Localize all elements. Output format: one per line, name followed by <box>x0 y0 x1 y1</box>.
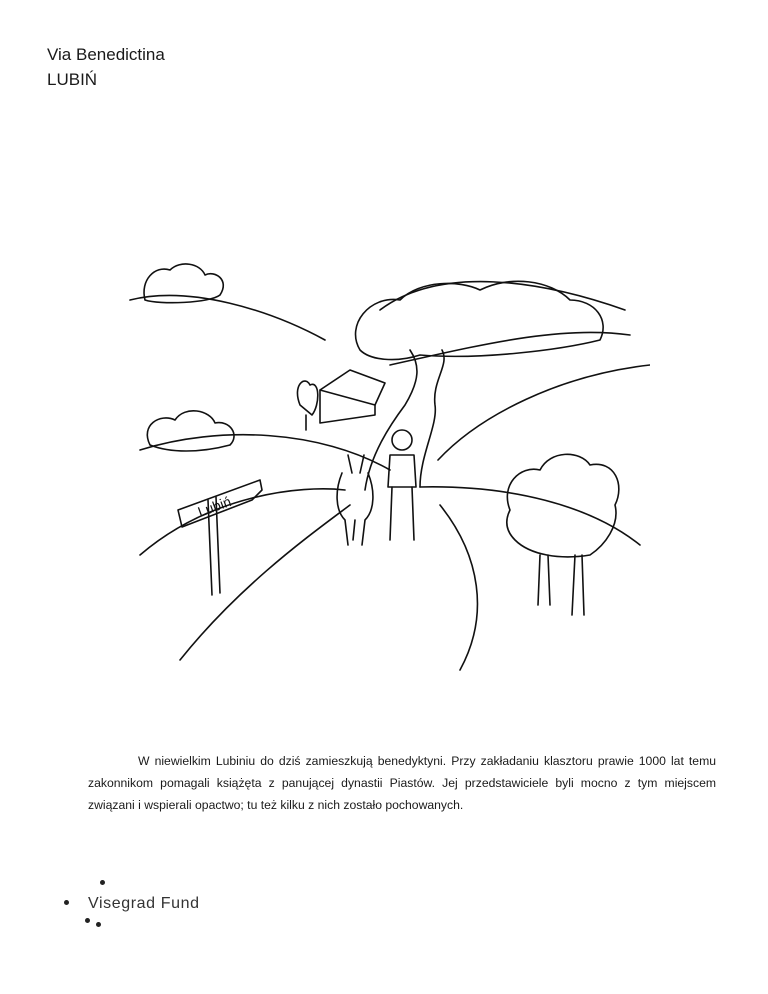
page-header <box>47 42 165 92</box>
house-roof <box>320 370 385 405</box>
description-paragraph: W niewielkim Lubiniu do dziś zamieszkują benedyktyni. Przy zakładaniu klasztoru prawie 1000 lat temu zakonnikom pomagali książęta z panującej dynastii Piastów. Jej przedstawiciele byli mocno z tym miejscem związani i wspierali opactwo; tu też kilku z nich zostało pochowanych. <box>88 754 716 813</box>
logo-dot-icon <box>100 880 105 885</box>
hiker-backpack <box>388 455 416 487</box>
house-wall <box>320 390 375 423</box>
hiker-head <box>392 430 412 450</box>
winding-path-right <box>420 350 444 487</box>
trees-back-left <box>144 264 223 303</box>
tree-trunk-2 <box>572 555 584 615</box>
ground-foreground <box>180 505 350 660</box>
hill-mid-right <box>390 332 630 365</box>
hill-left-mid <box>140 435 390 470</box>
route-title: Via Benedictina <box>47 45 165 64</box>
place-name: LUBIŃ <box>47 70 98 89</box>
logo-text: Visegrad Fund <box>88 895 200 912</box>
slope-left <box>140 489 345 555</box>
hill-right-mid <box>438 365 650 460</box>
house-tree <box>297 381 317 430</box>
donkey-tail <box>353 520 355 540</box>
signpost-label: Lubiń <box>195 493 234 520</box>
ground-foreground-right <box>440 505 477 670</box>
hiker-legs <box>390 487 414 540</box>
hill-far-right <box>380 282 625 310</box>
donkey-body <box>337 473 373 545</box>
logo-dot-icon <box>64 900 69 905</box>
visegrad-fund-logo <box>58 872 258 932</box>
logo-dot-icon <box>85 918 90 923</box>
landscape-illustration <box>120 255 650 675</box>
donkey-ears <box>348 455 364 473</box>
slope-right <box>420 487 640 545</box>
logo-dot-icon <box>96 922 101 927</box>
winding-path-left <box>365 350 417 490</box>
tree-trunk-1 <box>538 555 550 605</box>
